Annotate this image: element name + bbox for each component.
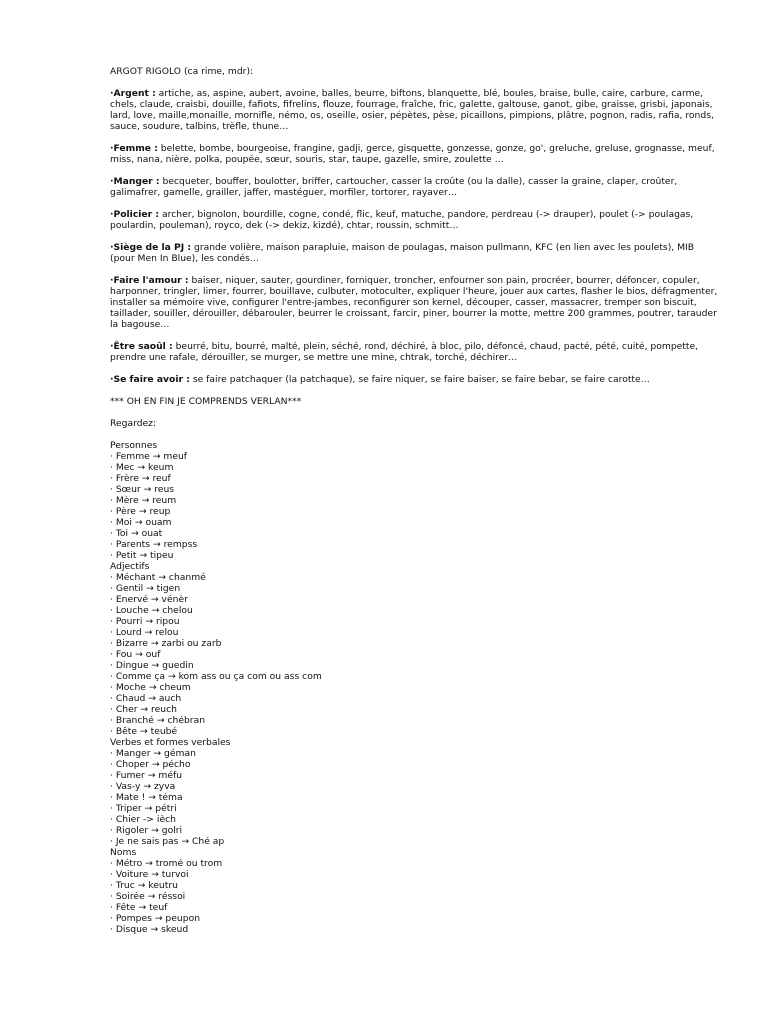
section-label: ·Argent : [110,88,156,99]
section-faire-amour [110,275,720,330]
list-item: · Chier -> ièch [110,814,176,825]
list-item: · Comme ça → kom ass ou ça com ou ass com [110,671,322,682]
section-text: becqueter, bouffer, boulotter, briffer, cartoucher, casser la croûte (ou la dalle), casser la graine, claper, croûter, galimafrer, gamelle, grailler, jaffer, mastéguer, morfiler, tortorer, rayaver… [110,176,678,198]
section-text: artiche, as, aspine, aubert, avoine, balles, beurre, biftons, blanquette, blé, boules, braise, bulle, caire, carbure, carme, chels, claude, craisbi, douille, fafiots, fifrelins, flouze, fourrage, fraîche, fric, galette, galtouse, ganot, gibe, graisse, grisbi, japonais, lard, love, maille,monaille, mornifle, némo, os, oseille, osier, pépètes, pèse, picaillons, pimpions, plâtre, pognon, radis, rafia, ronds, sauce, soudure, talbins, trèfle, thune… [110,88,714,132]
section-argent [110,88,720,132]
section-label: ·Faire l'amour : [110,275,189,286]
section-label: ·Siège de la PJ : [110,242,192,253]
list-item: · Mec → keum [110,462,174,473]
slang-sections [110,88,720,385]
verlan-heading: *** OH EN FIN JE COMPRENDS VERLAN*** [110,396,302,407]
list-item: · Dingue → guedin [110,660,194,671]
section-manger [110,176,720,198]
list-item: · Fumer → méfu [110,770,183,781]
list-item: · Toi → ouat [110,528,163,539]
section-femme [110,143,720,165]
section-siege-pj [110,242,720,264]
section-text: archer, bignolon, bourdille, cogne, condé, flic, keuf, matuche, pandore, perdreau (-> drauper), poulet (-> poulagas, poulardin, pouleman), royco, dek (-> dekiz, kizdé), chtar, roussin, schmitt… [110,209,694,231]
group-heading: Personnes [110,440,158,451]
section-text: beurré, bitu, bourré, malté, plein, séché, rond, déchiré, à bloc, pilo, défoncé, chaud, pacté, pété, cuité, pompette, prendre une rafale, dérouiller, se murger, se mettre une mine, chtrak, torché, déchirer… [110,341,699,363]
document-title: ARGOT RIGOLO (ca rime, mdr): [110,66,254,77]
list-item: · Triper → pétri [110,803,177,814]
list-item: · Louche → chelou [110,605,193,616]
verlan-list [110,451,720,561]
list-item: · Truc → keutru [110,880,178,891]
verlan-list [110,748,720,847]
list-item: · Chaud → auch [110,693,182,704]
section-text: baiser, niquer, sauter, gourdiner, forniquer, troncher, enfourner son pain, procréer, bourrer, défoncer, copuler, harponner, tringler, limer, fourrer, bouillave, culbuter, motoculter, expliquer l'heure, jouer aux cartes, flasher le bios, défragmenter, installer sa mémoire vive, configurer l'entre-jambes, reconfigurer son kernel, découper, casser, massacrer, tremper son biscuit, taillader, souiller, dérouiller, débarouler, beurrer le croissant, farcir, piner, bourrer la motte, mettre 200 grammes, poutrer, tarauder la bagouse… [110,275,718,330]
list-item: · Petit → tipeu [110,550,174,561]
list-item: · Frère → reuf [110,473,171,484]
list-item: · Cher → reuch [110,704,177,715]
list-item: · Méchant → chanmé [110,572,206,583]
regardez-label: Regardez: [110,418,157,429]
list-item: · Bête → teubé [110,726,178,737]
list-item: · Je ne sais pas → Ché ap [110,836,225,847]
list-item: · Père → reup [110,506,171,517]
list-item: · Moi → ouam [110,517,172,528]
list-item: · Manger → géman [110,748,196,759]
verlan-list [110,858,720,935]
document-page [110,66,720,935]
list-item: · Mère → reum [110,495,177,506]
list-item: · Fou → ouf [110,649,161,660]
list-item: · Rigoler → golri [110,825,183,836]
list-item: · Choper → pécho [110,759,191,770]
list-item: · Métro → tromé ou trom [110,858,223,869]
verlan-groups [110,440,720,935]
section-text: se faire patchaquer (la patchaque), se faire niquer, se faire baiser, se faire bebar, se faire carotte… [189,374,650,385]
group-heading: Noms [110,847,137,858]
section-label: ·Être saoûl : [110,341,173,352]
list-item: · Soirée → réssoi [110,891,186,902]
section-se-faire-avoir [110,374,720,385]
list-item: · Enervé → vénèr [110,594,188,605]
section-text: belette, bombe, bourgeoise, frangine, gadji, gerce, gisquette, gonzesse, gonze, go', greluche, greluse, grognasse, meuf, miss, nana, nière, polka, poupée, sœur, souris, star, taupe, gazelle, smire, zoulette … [110,143,715,165]
list-item: · Pompes → peupon [110,913,201,924]
list-item: · Mate ! → téma [110,792,183,803]
list-item: · Voiture → turvoi [110,869,189,880]
group-heading: Verbes et formes verbales [110,737,231,748]
list-item: · Fête → teuf [110,902,168,913]
verlan-list [110,572,720,737]
list-item: · Vas-y → zyva [110,781,176,792]
list-item: · Parents → rempss [110,539,198,550]
list-item: · Femme → meuf [110,451,188,462]
section-text: grande volière, maison parapluie, maison de poulagas, maison pullmann, KFC (en lien avec les poulets), MIB (pour Men In Blue), les condés… [110,242,695,264]
list-item: · Sœur → reus [110,484,175,495]
list-item: · Gentil → tigen [110,583,181,594]
section-label: ·Se faire avoir : [110,374,190,385]
section-label: ·Policier : [110,209,160,220]
list-item: · Branché → chébran [110,715,206,726]
list-item: · Moche → cheum [110,682,191,693]
section-label: ·Manger : [110,176,160,187]
list-item: · Disque → skeud [110,924,189,935]
list-item: · Bizarre → zarbi ou zarb [110,638,222,649]
list-item: · Pourri → ripou [110,616,180,627]
list-item: · Lourd → relou [110,627,179,638]
group-heading: Adjectifs [110,561,150,572]
section-policier [110,209,720,231]
section-label: ·Femme : [110,143,158,154]
section-etre-saoul [110,341,720,363]
